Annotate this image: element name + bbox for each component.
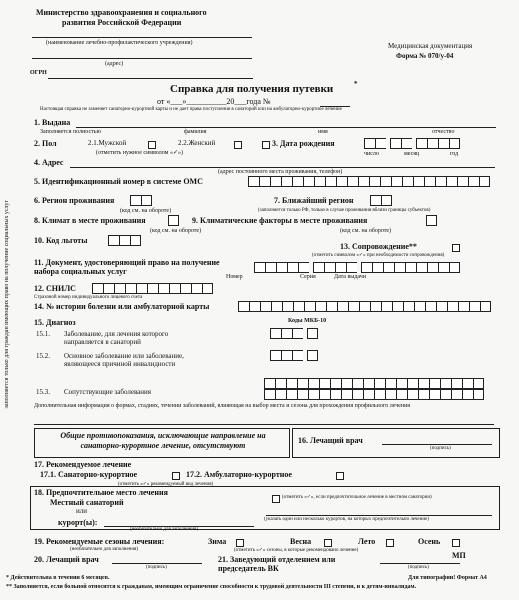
side-note: заполняется только для граждан имеющих право на получение социальных услуг xyxy=(4,200,10,409)
field17-sub: (отметить «✓» рекомендуемый вид лечения) xyxy=(118,482,214,487)
diag1-number: 15.1. xyxy=(36,330,50,338)
outpatient-treatment-label: 17.2. Амбулаторно-курортное xyxy=(186,470,292,479)
doctor20-signature-line[interactable] xyxy=(112,563,202,564)
head-signature-line[interactable] xyxy=(380,563,460,564)
field21-label: 21. Заведующий отделением или председатель ВК xyxy=(218,555,336,573)
region-boxes[interactable] xyxy=(130,195,152,206)
sanatorium-treatment-checkbox[interactable] xyxy=(172,472,180,480)
mkb-label: Коды МКБ-10 xyxy=(288,318,327,324)
head-signature-caption: (подпись) xyxy=(408,565,429,570)
ogrn-label: ОГРН xyxy=(30,70,47,76)
history-number-boxes[interactable] xyxy=(238,301,491,312)
field1-label: 1. Выдана xyxy=(34,118,71,127)
or-label: или xyxy=(76,507,87,515)
diag1-text: Заболевание, для лечения которого направляется в санаторий xyxy=(64,330,169,346)
diag3-code-boxes-row2[interactable] xyxy=(264,389,484,400)
field17-label: 17. Рекомендуемое лечение xyxy=(34,460,132,469)
field9-sub: (код см. на обороте) xyxy=(340,228,392,234)
ministry-line1: Министерство здравоохранения и социального xyxy=(36,8,207,17)
oms-number-boxes[interactable] xyxy=(248,176,490,187)
field7-label: 7. Ближайший регион xyxy=(274,196,354,205)
field4-label: 4. Адрес xyxy=(34,158,64,167)
field5-label: 5. Идентификационный номер в системе ОМС xyxy=(34,177,203,186)
field8-sub: (код см. на обороте) xyxy=(150,228,202,234)
female-checkbox[interactable] xyxy=(234,141,242,149)
escort-checkbox[interactable] xyxy=(452,244,460,252)
field13-sub: (отметить символом «✓» при необходимости сопровождения) xyxy=(312,253,445,258)
field18-sub2: (указать один или несколько курортов, на которых предпочтительно лечение) xyxy=(264,517,429,522)
field8-label: 8. Климат в месте проживания xyxy=(34,216,146,225)
field1-sub: Заполняется полностью xyxy=(40,129,101,135)
field6-label: 6. Регион проживания xyxy=(34,196,115,205)
field2-label: 2. Пол xyxy=(34,139,57,148)
field1-surname: фамилия xyxy=(184,129,207,135)
sex-extra-checkbox[interactable] xyxy=(262,141,270,149)
field13-label: 13. Сопровождение** xyxy=(340,242,417,251)
dob-day: число xyxy=(364,151,379,157)
benefit-code-boxes[interactable] xyxy=(108,235,141,246)
issued-to-line[interactable] xyxy=(76,127,496,128)
date-line: от «___»__________20___года № xyxy=(157,97,271,106)
field19-label: 19. Рекомендуемые сезоны лечения: xyxy=(34,537,165,546)
doc-series-caption: Серия xyxy=(300,274,316,280)
diag3-code-boxes-row1[interactable] xyxy=(264,378,484,389)
dob-year: год xyxy=(450,151,459,157)
field16-label: 16. Лечащий врач xyxy=(298,436,363,445)
field15-label: 15. Диагноз xyxy=(34,318,76,327)
field10-label: 10. Код льготы xyxy=(34,236,88,245)
winter-label: Зима xyxy=(208,537,227,546)
climate-factor-boxes[interactable] xyxy=(426,215,437,226)
resorts-name-line[interactable] xyxy=(266,515,492,516)
ogrn-line[interactable] xyxy=(48,78,253,79)
diag1-code-boxes[interactable] xyxy=(270,328,318,339)
field11-label: 11. Документ, удостоверяющий право на получение набора социальных услуг xyxy=(34,258,220,276)
diag2-code-boxes[interactable] xyxy=(270,350,318,361)
outpatient-treatment-checkbox[interactable] xyxy=(336,472,344,480)
field14-label: 14. № истории болезни или амбулаторной карты xyxy=(34,302,210,311)
extra-info: Дополнительная информация о формах, стадиях, течении заболеваний, влияющая на выбор места и сезона для прохождения профильного лечения xyxy=(34,403,411,409)
footer-note: ** Заполняется, если больной относится к гражданам, имеющим ограничение способности к трудовой деятельности III степени, и к детям-инвалидам. xyxy=(6,584,417,590)
field18-label: 18. Предпочтительное место лечения xyxy=(34,488,168,497)
diag3-number: 15.3. xyxy=(36,388,50,396)
doc-number-caption: Номер xyxy=(226,274,243,280)
doc-type: Медицинская документация xyxy=(388,42,473,50)
resorts-optional: (необязательно для заполнения) xyxy=(130,527,198,532)
institution-caption: (наименование лечебно-профилактического учреждения) xyxy=(46,40,193,46)
field19-sub: (отметить «✓» сезоны, в которые рекомендовано лечение) xyxy=(234,548,359,553)
dob-month: месяц xyxy=(404,151,420,157)
nearest-region-boxes[interactable] xyxy=(370,195,392,206)
field20-label: 20. Лечащий врач xyxy=(34,555,99,564)
diag3-text: Сопутствующие заболевания xyxy=(64,388,151,396)
local-sanatorium-checkbox[interactable] xyxy=(272,495,280,503)
male-label: 2.1.Мужской xyxy=(88,139,127,147)
climate-boxes[interactable] xyxy=(168,215,179,226)
contraindications-text: Общие противопоказания, исключающие направление на санаторно-курортное лечение, отсутствуют xyxy=(60,431,266,450)
title-star: * xyxy=(354,80,358,88)
footer-print: Для типографии! Формат А4 xyxy=(408,575,487,581)
field3-label: 3. Дата рождения xyxy=(272,139,335,148)
extra-info-line[interactable] xyxy=(34,424,494,425)
address-line[interactable] xyxy=(32,58,252,59)
ministry-line2: развития Российской Федерации xyxy=(62,18,182,27)
birth-date-boxes[interactable] xyxy=(364,138,460,149)
male-checkbox[interactable] xyxy=(148,141,156,149)
spring-label: Весна xyxy=(290,537,312,546)
sanatorium-treatment-label: 17.1. Санаторно-курортное xyxy=(40,470,138,479)
field9-label: 9. Климатические факторы в месте проживания xyxy=(192,216,368,225)
diag2-number: 15.2. xyxy=(36,352,50,360)
form-title: Справка для получения путевки xyxy=(170,83,334,95)
snils-boxes[interactable] xyxy=(92,283,213,294)
doc-date-caption: Дата выдачи xyxy=(334,274,367,280)
summer-label: Лето xyxy=(358,537,376,546)
institution-line[interactable] xyxy=(32,37,252,38)
address-input-line[interactable] xyxy=(70,167,495,168)
document-number-boxes[interactable] xyxy=(254,262,460,273)
doctor16-signature-caption: (подпись) xyxy=(430,446,451,451)
title-note: Настоящая справка не заменяет санаторно-курортной карты и не дает права поступления в санаторий или на амбулаторно-курортное лечение xyxy=(40,107,342,112)
autumn-checkbox[interactable] xyxy=(452,539,460,547)
doctor20-signature-caption: (подпись) xyxy=(146,565,167,570)
field1-patronymic: отчество xyxy=(432,129,455,135)
field1-name: имя xyxy=(318,129,328,135)
resorts-label: курорт(ы): xyxy=(58,518,98,527)
field12-label: 12. СНИЛС xyxy=(34,284,76,293)
summer-checkbox[interactable] xyxy=(386,539,394,547)
seasons-optional: (необязательно для заполнения) xyxy=(70,547,138,552)
field12-sub: Страховой номер индивидуального лицевого счета xyxy=(34,295,143,300)
stamp-place: МП xyxy=(452,551,466,560)
field2-sub: (отметить нужное символом «✓») xyxy=(96,150,184,156)
form-number: Форма № 070/у-04 xyxy=(396,52,454,60)
field6-sub: (код см. на обороте) xyxy=(120,208,172,214)
female-label: 2.2.Женский xyxy=(178,139,216,147)
doctor16-signature-line[interactable] xyxy=(382,444,492,445)
address-caption: (адрес) xyxy=(105,61,124,67)
field18-sub1: (отметить «✓», если предпочтительное лечение в местном санатории) xyxy=(282,495,432,500)
spring-checkbox[interactable] xyxy=(324,539,332,547)
field7-sub: (заполняется только РФ, только в случае проживания вблизи границы субъектов) xyxy=(258,208,431,213)
autumn-label: Осень xyxy=(418,537,441,546)
footer-valid: * Действительна в течении 6 месяцев. xyxy=(6,575,110,581)
field4-sub: (адрес постоянного места проживания, телефон) xyxy=(218,169,343,175)
local-sanatorium-label: Местный санаторий xyxy=(50,498,124,507)
winter-checkbox[interactable] xyxy=(236,539,244,547)
diag2-text: Основное заболевание или заболевание, являющееся причиной инвалидности xyxy=(64,352,184,368)
